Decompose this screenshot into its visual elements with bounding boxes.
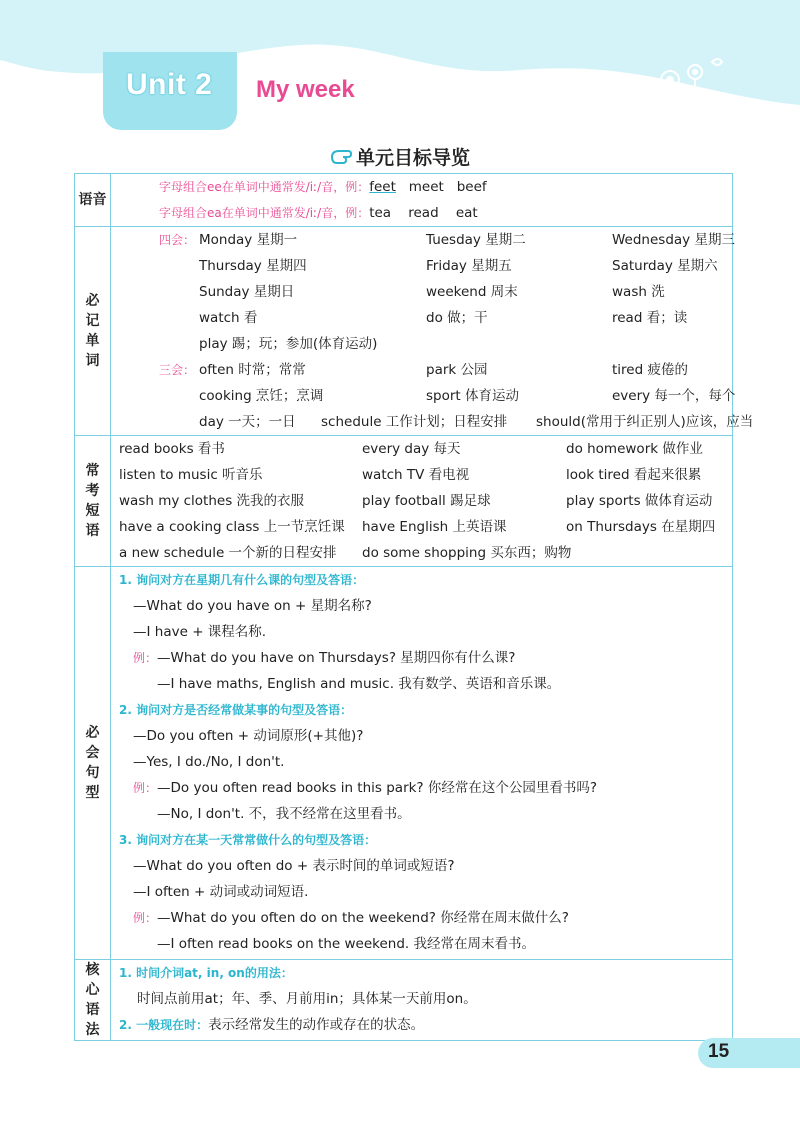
example-tag: 例： [133, 911, 158, 925]
row-pronunciation [75, 174, 733, 227]
label-grammar [75, 960, 111, 1041]
vocab-word: weekend 周末 [426, 284, 518, 300]
label-text: 核心语法 [85, 962, 100, 1038]
example-tag: 例： [133, 781, 158, 795]
sentence-pattern: —Yes, I do./No, I don't. [133, 754, 285, 770]
sentence-pattern: —What do you often do + 表示时间的单词或短语? [133, 858, 455, 874]
sentence-pattern: —I often + 动词或动词短语. [133, 884, 309, 900]
sentence-heading: 2. 询问对方是否经常做某事的句型及答语： [119, 703, 353, 717]
vocab-word: every 每一个，每个 [612, 388, 736, 404]
phrase: listen to music 听音乐 [119, 467, 263, 483]
label-text: 常考短语 [85, 463, 100, 539]
three-skills-tag: 三会： [159, 363, 196, 377]
row-sentences [75, 567, 733, 960]
example-sentence: —No, I don't. 不，我不经常在这里看书。 [157, 806, 411, 822]
vocab-word: wash 洗 [612, 284, 665, 300]
sentence-heading: 1. 询问对方在星期几有什么课的句型及答语： [119, 573, 365, 587]
example-sentence: —I often read books on the weekend. 我经常在周末看书。 [157, 936, 535, 952]
grammar-text: 表示经常发生的动作或存在的状态。 [208, 1017, 425, 1033]
section-title-text: 单元目标导览 [355, 147, 470, 169]
example-sentence: —What do you often do on the weekend? 你经常在周末做什么? [157, 910, 569, 926]
page-number: 15 [708, 1041, 730, 1062]
example-word: feet [369, 179, 396, 195]
phrase: play sports 做体育运动 [566, 493, 713, 509]
vocab-word: read 看；读 [612, 310, 688, 326]
phrase: have a cooking class 上一节烹饪课 [119, 519, 345, 535]
example-word: meet [408, 179, 444, 195]
phrase: wash my clothes 洗我的衣服 [119, 493, 305, 509]
vocab-word: Tuesday 星期二 [426, 232, 526, 248]
label-vocabulary [75, 227, 111, 436]
row-vocabulary [75, 227, 733, 436]
vocab-word: do 做；干 [426, 310, 488, 326]
example-word: tea [369, 205, 392, 221]
example-sentence: —What do you have on Thursdays? 星期四你有什么课? [157, 650, 516, 666]
sentence-pattern: —Do you often + 动词原形(+其他)? [133, 728, 364, 744]
phrase: watch TV 看电视 [362, 467, 470, 483]
vocab-word: Friday 星期五 [426, 258, 512, 274]
grammar-content [111, 960, 733, 1041]
vocab-word: day 一天；一日 [199, 414, 296, 430]
label-pronunciation [75, 174, 111, 227]
label-phrases [75, 436, 111, 567]
vocab-word: schedule 工作计划；日程安排 [321, 414, 508, 430]
phrase: look tired 看起来很累 [566, 467, 702, 483]
vocab-word: should(常用于纠正别人)应该，应当 [536, 414, 754, 430]
vocab-word: park 公园 [426, 362, 488, 378]
grammar-text: 时间点前用at；年、季、月前用in；具体某一天前用on。 [137, 991, 477, 1007]
vocab-word: watch 看 [199, 310, 258, 326]
phrase: a new schedule 一个新的日程安排 [119, 545, 337, 561]
sentence-pattern: —What do you have on + 星期名称? [133, 598, 372, 614]
example-word: beef [456, 179, 487, 195]
vocab-word: tired 疲倦的 [612, 362, 688, 378]
vocab-word: often 时常；常常 [199, 362, 306, 378]
vocab-word: cooking 烹饪；烹调 [199, 388, 324, 404]
vocab-word: Wednesday 星期三 [612, 232, 735, 248]
unit-title: My week [256, 76, 355, 103]
sentences-content [111, 567, 733, 960]
unit-label: Unit 2 [126, 68, 213, 101]
label-sentences [75, 567, 111, 960]
vocab-word: Saturday 星期六 [612, 258, 718, 274]
vocab-word: play 踢；玩；参加(体育运动) [199, 336, 378, 352]
phrase: play football 踢足球 [362, 493, 491, 509]
sentence-heading: 3. 询问对方在某一天常常做什么的句型及答语： [119, 833, 377, 847]
label-text: 必会句型 [85, 725, 100, 801]
phrases-content [111, 436, 733, 567]
row-phrases [75, 436, 733, 567]
example-sentence: —I have maths, English and music. 我有数学、英语和音乐课。 [157, 676, 561, 692]
phrase: have English 上英语课 [362, 519, 507, 535]
pronunciation-rule: 字母组合ee在单词中通常发/iː/音，例： [159, 180, 370, 194]
unit-overview-table [74, 173, 754, 1041]
section-title [0, 143, 800, 170]
vocab-word: sport 体育运动 [426, 388, 519, 404]
grammar-heading: 1. 时间介词at, in, on的用法： [119, 966, 293, 980]
vocab-word: Thursday 星期四 [199, 258, 307, 274]
grammar-heading: 2. 一般现在时： [119, 1018, 209, 1032]
example-sentence: —Do you often read books in this park? 你经常在这个公园里看书吗? [157, 780, 598, 796]
hand-pointer-icon [330, 148, 352, 166]
label-text: 语音 [78, 192, 107, 208]
label-text: 必记单词 [85, 293, 100, 369]
row-grammar [75, 960, 733, 1041]
example-word: read [408, 205, 439, 221]
vocab-word: Sunday 星期日 [199, 284, 295, 300]
phrase: read books 看书 [119, 441, 225, 457]
pronunciation-content [111, 174, 733, 227]
vocab-word: Monday 星期一 [199, 232, 298, 248]
phrase: do some shopping 买东西；购物 [362, 545, 572, 561]
phrase: every day 每天 [362, 441, 461, 457]
flowers-icon [640, 50, 750, 120]
example-word: eat [455, 205, 478, 221]
phrase: on Thursdays 在星期四 [566, 519, 716, 535]
pronunciation-rule: 字母组合ea在单词中通常发/iː/音，例： [159, 206, 370, 220]
phrase: do homework 做作业 [566, 441, 703, 457]
sentence-pattern: —I have + 课程名称. [133, 624, 267, 640]
vocabulary-content [111, 227, 754, 436]
four-skills-tag: 四会： [159, 233, 196, 247]
example-tag: 例： [133, 651, 158, 665]
